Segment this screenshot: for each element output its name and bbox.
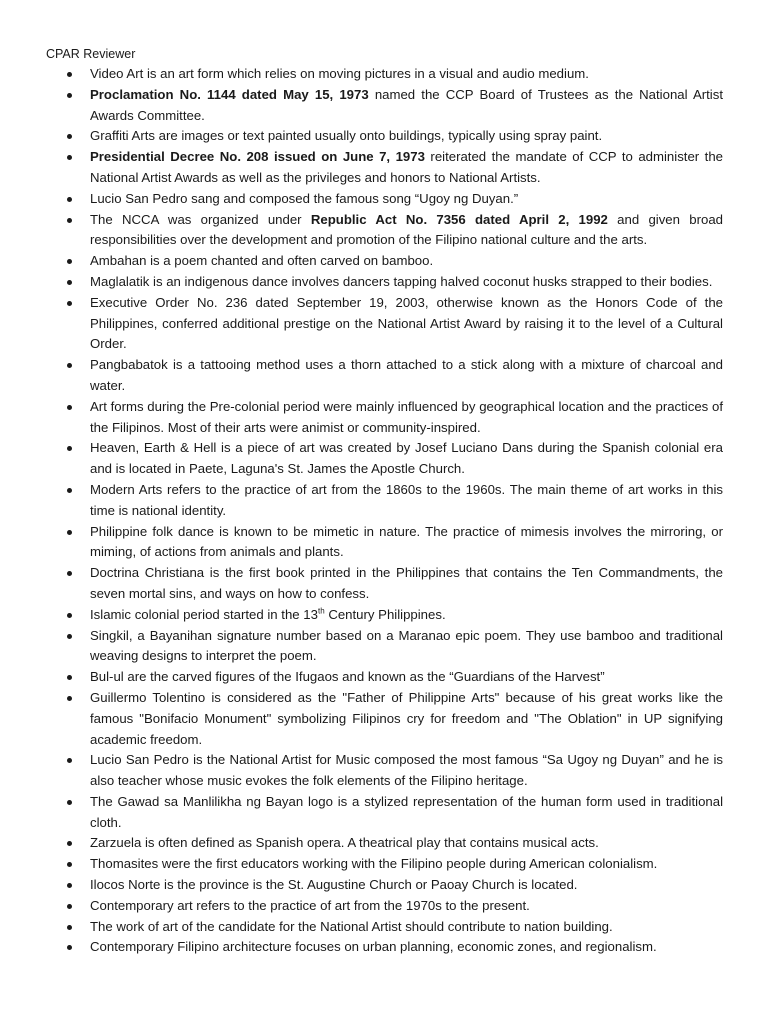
bullet-item bbox=[90, 397, 723, 439]
bullet-list bbox=[90, 64, 723, 958]
bullet-item bbox=[90, 272, 723, 293]
bullet-item bbox=[90, 750, 723, 792]
item-text: Doctrina Christiana is the first book printed in the Philippines that contains the Ten Commandments, the seven mortal sins, and ways on how to confess. bbox=[90, 565, 723, 601]
bullet-item bbox=[90, 937, 723, 958]
bullet-item bbox=[90, 251, 723, 272]
item-emphasis: Presidential Decree No. 208 issued on June 7, 1973 bbox=[90, 149, 425, 165]
item-text: Executive Order No. 236 dated September 19, 2003, otherwise known as the Honors Code of the Philippines, conferred additional prestige on the National Artist Award by raising it to the level of a Cultural Order. bbox=[90, 294, 723, 352]
item-text: Century Philippines. bbox=[324, 606, 446, 622]
bullet-item bbox=[90, 626, 723, 668]
bullet-item bbox=[90, 147, 723, 189]
item-text: Zarzuela is often defined as Spanish opera. A theatrical play that contains musical acts. bbox=[90, 835, 599, 851]
item-text: Contemporary art refers to the practice of art from the 1970s to the present. bbox=[90, 897, 530, 913]
item-text: The Gawad sa Manlilikha ng Bayan logo is a stylized representation of the human form used in traditional cloth. bbox=[90, 793, 723, 830]
item-text: reiterated the mandate of CCP to administer the National Artist Awards as well as the privileges and honors to National Artists. bbox=[90, 149, 723, 185]
bullet-item bbox=[90, 917, 723, 938]
bullet-item bbox=[90, 438, 723, 480]
item-text: Thomasites were the first educators working with the Filipino people during American colonialism. bbox=[90, 856, 658, 872]
bullet-item bbox=[90, 480, 723, 522]
bullet-item bbox=[90, 833, 723, 854]
item-text: Contemporary Filipino architecture focuses on urban planning, economic zones, and regionalism. bbox=[90, 939, 657, 955]
bullet-item bbox=[90, 355, 723, 397]
bullet-item bbox=[90, 667, 723, 688]
item-text: Lucio San Pedro sang and composed the famous song “Ugoy ng Duyan.” bbox=[90, 190, 519, 206]
item-text: Graffiti Arts are images or text painted usually onto buildings, typically using spray paint. bbox=[90, 128, 603, 144]
item-text: Bul-ul are the carved figures of the Ifugaos and known as the “Guardians of the Harvest” bbox=[90, 669, 605, 685]
bullet-item bbox=[90, 854, 723, 875]
item-text-prefix: Islamic colonial period started in the 13 bbox=[90, 606, 318, 622]
bullet-item bbox=[90, 605, 723, 626]
item-text: Singkil, a Bayanihan signature number based on a Maranao epic poem. They use bamboo and traditional weaving designs to interpret the poem. bbox=[90, 627, 723, 664]
bullet-item bbox=[90, 875, 723, 896]
bullet-item bbox=[90, 792, 723, 834]
item-superscript: th bbox=[317, 606, 325, 616]
item-text: Ilocos Norte is the province is the St. Augustine Church or Paoay Church is located. bbox=[90, 877, 578, 893]
bullet-item bbox=[90, 522, 723, 564]
bullet-item bbox=[90, 189, 723, 210]
bullet-item bbox=[90, 64, 723, 85]
item-text: Lucio San Pedro is the National Artist for Music composed the most famous “Sa Ugoy ng Duyan” and he is also teacher whose music evokes the folk elements of the Filipino heritage. bbox=[90, 752, 723, 789]
bullet-item bbox=[90, 688, 723, 750]
item-text: Art forms during the Pre-colonial period were mainly influenced by geographical location and the practices of the Filipinos. Most of their arts were animist or community-inspired. bbox=[90, 398, 723, 435]
bullet-item bbox=[90, 210, 723, 252]
item-emphasis: Republic Act No. 7356 dated April 2, 1992 bbox=[310, 211, 608, 227]
item-text: Modern Arts refers to the practice of art from the 1860s to the 1960s. The main theme of art works in this time is national identity. bbox=[90, 481, 723, 518]
item-text: Heaven, Earth & Hell is a piece of art was created by Josef Luciano Dans during the Spanish colonial era and is located in Paete, Laguna's St. James the Apostle Church. bbox=[90, 440, 723, 477]
item-text: Pangbabatok is a tattooing method uses a thorn attached to a stick along with a mixture of charcoal and water. bbox=[90, 357, 723, 393]
item-text: Philippine folk dance is known to be mimetic in nature. The practice of mimesis involves the mirroring, or miming, of actions from animals and plants. bbox=[90, 523, 723, 560]
item-text: Guillermo Tolentino is considered as the "Father of Philippine Arts" because of his great works like the famous "Bonifacio Monument" symbolizing Filipinos cry for freedom and "The Oblation" in UP signifying academic freedom. bbox=[90, 689, 723, 747]
item-text: The work of art of the candidate for the National Artist should contribute to nation building. bbox=[90, 918, 613, 934]
item-text: named the CCP Board of Trustees as the National Artist Awards Committee. bbox=[90, 86, 723, 123]
item-emphasis: Proclamation No. 1144 dated May 15, 1973 bbox=[90, 86, 369, 102]
bullet-item bbox=[90, 896, 723, 917]
bullet-item bbox=[90, 126, 723, 147]
item-text: Video Art is an art form which relies on moving pictures in a visual and audio medium. bbox=[90, 66, 589, 81]
item-text: Maglalatik is an indigenous dance involves dancers tapping halved coconut husks strapped to their bodies. bbox=[90, 273, 713, 289]
item-text: and given broad responsibilities over the development and promotion of the Filipino national culture and the arts. bbox=[90, 211, 723, 248]
bullet-item bbox=[90, 85, 723, 127]
bullet-item bbox=[90, 563, 723, 605]
document-title: CPAR Reviewer bbox=[46, 47, 136, 61]
item-text: Ambahan is a poem chanted and often carved on bamboo. bbox=[90, 253, 434, 269]
bullet-item bbox=[90, 293, 723, 355]
item-text-prefix: The NCCA was organized under bbox=[90, 211, 311, 227]
